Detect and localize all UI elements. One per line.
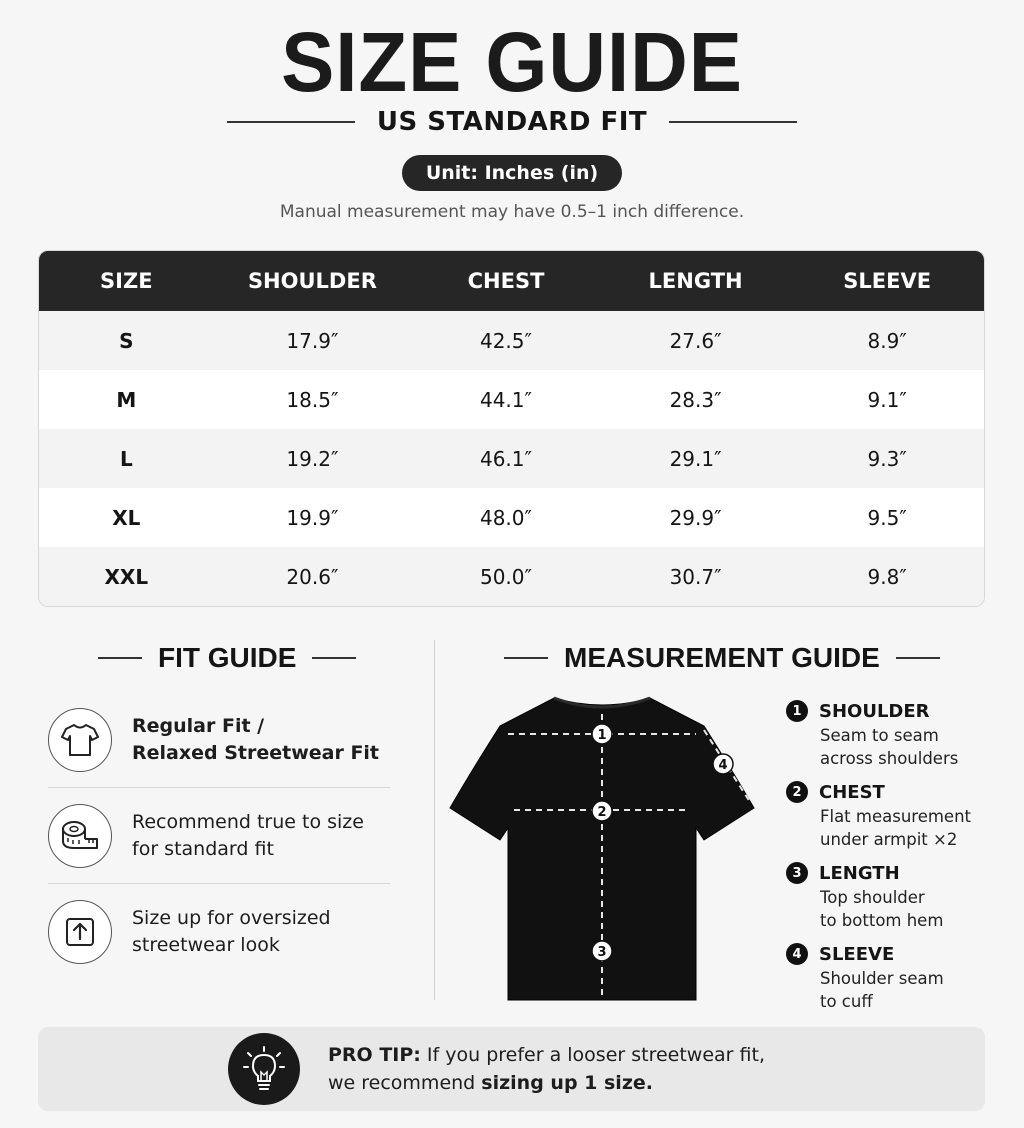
fit-item-text	[132, 713, 379, 767]
chest-cell: 48.0″	[479, 505, 532, 530]
fit-item-line: streetwear look	[132, 934, 280, 956]
divider-right	[669, 121, 797, 123]
legend-line: Flat measurement	[820, 807, 972, 826]
sleeve-cell: 9.1″	[867, 387, 907, 412]
legend-description	[820, 967, 1006, 1013]
legend-sleeve	[786, 943, 1006, 1013]
length-cell: 30.7″	[669, 564, 722, 589]
legend-line: Seam to seam	[820, 726, 939, 745]
size-cell: L	[119, 446, 133, 471]
chest-cell: 50.0″	[479, 564, 532, 589]
length-cell: 29.1″	[669, 446, 722, 471]
legend-label: LENGTH	[819, 862, 900, 884]
pro-tip-line-1	[328, 1041, 765, 1069]
legend-length	[786, 862, 1006, 932]
shoulder-cell: 19.2″	[286, 446, 339, 471]
number-badge: 3	[786, 862, 808, 884]
heading-rule	[98, 657, 142, 659]
table-row	[39, 370, 984, 429]
legend-label: SLEEVE	[819, 943, 895, 965]
sleeve-cell: 9.5″	[867, 505, 907, 530]
pro-tip-text	[328, 1041, 765, 1097]
column-header-size: SIZE	[100, 269, 153, 293]
legend-line: to bottom hem	[820, 911, 944, 930]
pro-tip-label: PRO TIP:	[328, 1044, 421, 1066]
fit-item-true-to-size	[48, 788, 390, 884]
size-cell: XXL	[104, 564, 149, 589]
fit-item-line: for standard fit	[132, 838, 274, 860]
legend-line: Shoulder seam	[820, 969, 944, 988]
arrow-up-icon	[48, 900, 112, 964]
marker-4-label: 4	[718, 758, 728, 773]
fit-item-regular	[48, 692, 390, 788]
table-row	[39, 547, 984, 606]
heading-rule	[312, 657, 356, 659]
size-table	[38, 250, 985, 607]
table-row	[39, 488, 984, 547]
fit-item-text	[132, 905, 331, 959]
length-cell: 28.3″	[669, 387, 722, 412]
chest-cell: 42.5″	[479, 328, 532, 353]
legend-line: across shoulders	[820, 749, 959, 768]
pro-tip-text-1: If you prefer a looser streetwear fit,	[420, 1044, 765, 1066]
legend-description	[820, 724, 1006, 770]
measuring-tape-icon	[48, 804, 112, 868]
chest-cell: 44.1″	[479, 387, 532, 412]
legend-heading	[786, 943, 1006, 965]
number-badge: 2	[786, 781, 808, 803]
divider-left	[227, 121, 355, 123]
legend-line: under armpit ×2	[820, 830, 958, 849]
section-divider	[434, 640, 435, 1000]
marker-1	[592, 724, 612, 744]
legend-heading	[786, 862, 1006, 884]
heading-rule	[896, 657, 940, 659]
unit-badge: Unit: Inches (in)	[402, 155, 622, 191]
shoulder-cell: 20.6″	[286, 564, 339, 589]
legend-chest	[786, 781, 1006, 851]
table-row	[39, 429, 984, 488]
legend-heading	[786, 700, 1006, 722]
marker-3	[592, 941, 612, 961]
shoulder-cell: 18.5″	[286, 387, 339, 412]
sleeve-cell: 9.8″	[867, 564, 907, 589]
shoulder-cell: 19.9″	[286, 505, 339, 530]
marker-1-label: 1	[597, 728, 607, 743]
fit-item-line: Regular Fit /	[132, 715, 265, 737]
measurement-note: Manual measurement may have 0.5–1 inch difference.	[279, 202, 745, 222]
tshirt-icon	[48, 708, 112, 772]
table-header	[39, 251, 984, 311]
length-cell: 29.9″	[669, 505, 722, 530]
size-cell: XL	[112, 505, 141, 530]
shoulder-cell: 17.9″	[286, 328, 339, 353]
legend-label: SHOULDER	[819, 700, 930, 722]
fit-item-size-up	[48, 884, 390, 980]
table-body	[39, 311, 984, 606]
legend-line: Top shoulder	[820, 888, 925, 907]
marker-4	[713, 754, 733, 774]
chest-cell: 46.1″	[479, 446, 532, 471]
number-badge: 1	[786, 700, 808, 722]
length-cell: 27.6″	[669, 328, 722, 353]
fit-guide-heading	[98, 642, 356, 674]
lightbulb-icon	[228, 1033, 300, 1105]
size-cell: S	[119, 328, 134, 353]
page-title: SIZE GUIDE	[281, 15, 743, 109]
legend-shoulder	[786, 700, 1006, 770]
fit-item-line: Recommend true to size	[132, 811, 364, 833]
page-subtitle: US STANDARD FIT	[376, 107, 648, 137]
legend-line: to cuff	[820, 992, 873, 1011]
subtitle-row	[0, 104, 1024, 140]
number-badge: 4	[786, 943, 808, 965]
heading-rule	[504, 657, 548, 659]
fit-item-line: Relaxed Streetwear Fit	[132, 742, 380, 764]
column-header-shoulder: SHOULDER	[247, 269, 377, 293]
fit-item-line: Size up for oversized	[132, 907, 331, 929]
fit-item-text	[132, 809, 364, 863]
table-row	[39, 311, 984, 370]
pro-tip-line-2	[328, 1069, 765, 1097]
size-cell: M	[116, 387, 137, 412]
measurement-guide-heading	[504, 642, 940, 674]
legend-label: CHEST	[819, 781, 885, 803]
sleeve-cell: 9.3″	[867, 446, 907, 471]
sleeve-cell: 8.9″	[867, 328, 907, 353]
fit-guide-title: FIT GUIDE	[158, 642, 297, 673]
legend-description	[820, 805, 1006, 851]
column-header-sleeve: SLEEVE	[843, 269, 932, 293]
marker-2-label: 2	[597, 805, 607, 820]
measurement-guide-title: MEASUREMENT GUIDE	[564, 642, 880, 673]
column-header-chest: CHEST	[467, 269, 545, 293]
column-header-length: LENGTH	[648, 269, 743, 293]
legend-heading	[786, 781, 1006, 803]
marker-2	[592, 801, 612, 821]
legend-description	[820, 886, 1006, 932]
tshirt-diagram	[442, 690, 762, 1005]
pro-tip-text-2: we recommend	[328, 1072, 482, 1094]
marker-3-label: 3	[597, 945, 607, 960]
pro-tip-emphasis: sizing up 1 size.	[481, 1072, 653, 1094]
